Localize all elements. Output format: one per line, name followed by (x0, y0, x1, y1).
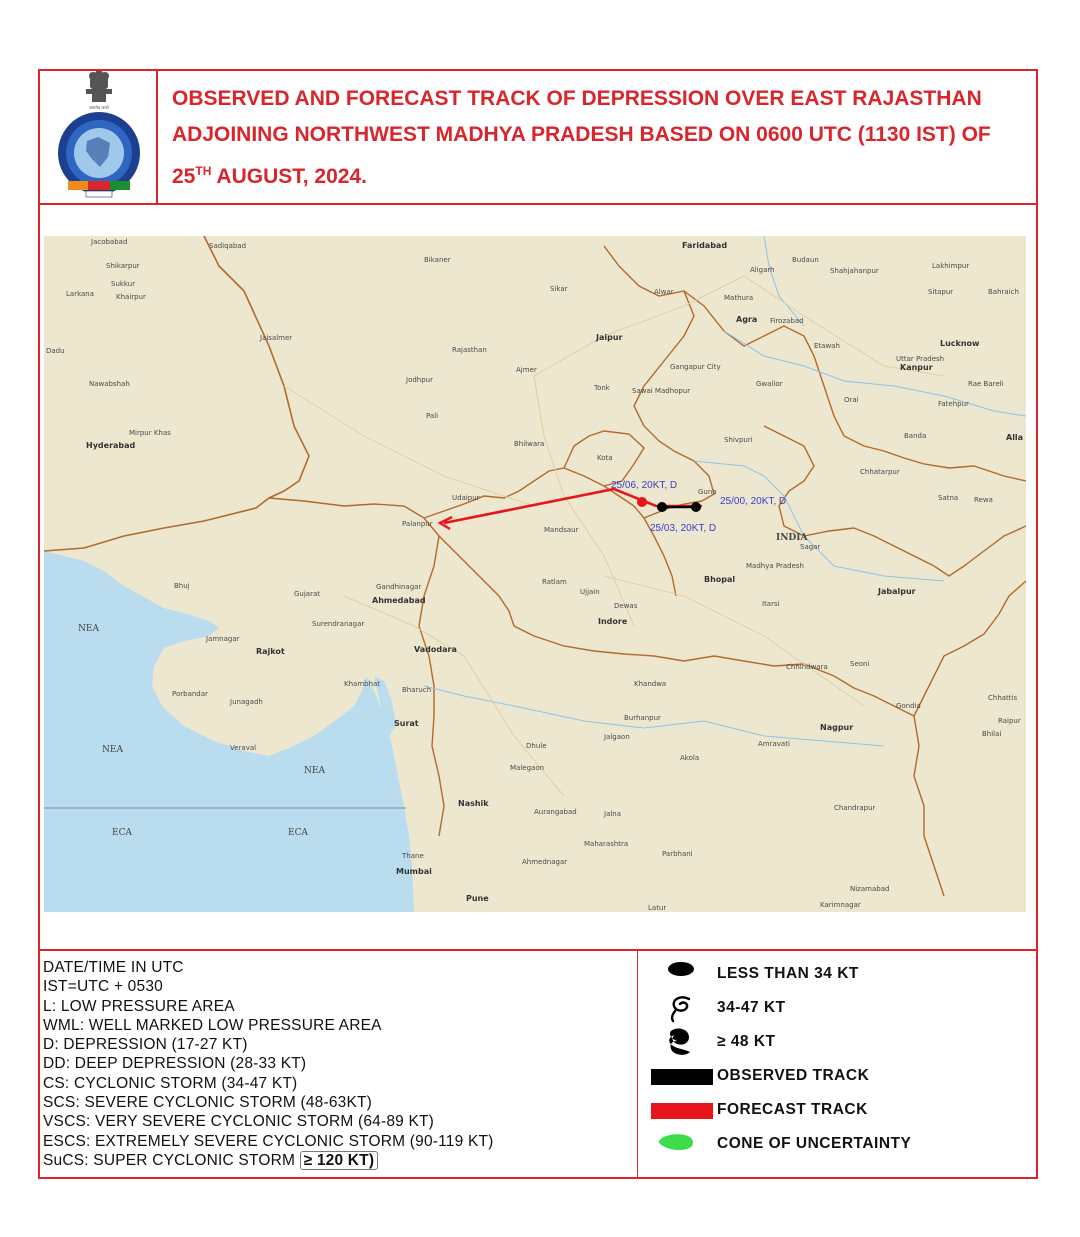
black-dot-icon (645, 959, 715, 989)
bulletin-frame (38, 69, 1038, 1179)
city-sikar: Sikar (550, 285, 568, 293)
imd-emblem-icon (40, 71, 158, 203)
city-malegaon: Malegaon (510, 764, 545, 772)
city-pune: Pune (466, 894, 489, 903)
region-maharashtra: Maharashtra (584, 840, 629, 848)
city-lakhimpur: Lakhimpur (932, 262, 970, 270)
legend-row: SCS: SEVERE CYCLONIC STORM (48-63KT) (43, 1094, 373, 1112)
zone-nea-3: NEA (304, 766, 325, 776)
legend-item-ge48 (645, 1027, 1035, 1057)
city-faridabad: Faridabad (682, 241, 728, 250)
city-mumbai: Mumbai (396, 867, 432, 876)
city-kota: Kota (597, 454, 613, 462)
city-jacobabad: Jacobabad (91, 238, 128, 246)
city-bhuj: Bhuj (174, 582, 190, 590)
city-sagar: Sagar (800, 543, 821, 551)
city-khambhat: Khambhat (344, 680, 381, 688)
legend-item-34-47 (645, 993, 1035, 1023)
city-nawabshah: Nawabshah (89, 380, 130, 388)
observed-point-0000 (691, 502, 701, 512)
city-bhilwara: Bhilwara (514, 440, 545, 448)
city-khairpur: Khairpur (116, 293, 146, 301)
city-jaipur: Jaipur (596, 333, 623, 342)
city-dadu: Dadu (46, 347, 65, 355)
city-bharuch: Bharuch (402, 686, 432, 694)
city-chandrapur: Chandrapur (834, 804, 876, 812)
region-rajasthan: Rajasthan (452, 346, 487, 354)
legend-row: DATE/TIME IN UTC (43, 959, 184, 976)
track-label-start: 25/00, 20KT, D (720, 496, 787, 507)
city-pali: Pali (426, 412, 439, 420)
city-chhindwara: Chhindwara (786, 663, 828, 671)
cyclone-open-icon (645, 993, 715, 1023)
city-guna: Guna (698, 488, 717, 496)
city-nashik: Nashik (458, 799, 489, 808)
city-gandhinagar: Gandhinagar (376, 583, 422, 591)
city-porbandar: Porbandar (172, 690, 208, 698)
legend-label: FORECAST TRACK (717, 1101, 868, 1118)
city-budaun: Budaun (792, 256, 819, 264)
title-day-suffix: TH (195, 164, 212, 178)
city-khandwa: Khandwa (634, 680, 667, 688)
city-surendranagar: Surendranagar (312, 620, 365, 628)
city-firozabad: Firozabad (770, 317, 804, 325)
city-sadiqabad: Sadiqabad (209, 242, 247, 250)
city-gwalior: Gwalior (756, 380, 783, 388)
city-allahabad: Alla (1006, 433, 1024, 442)
city-ahmednagar: Ahmednagar (522, 858, 568, 866)
city-larkana: Larkana (66, 290, 95, 298)
region-gujarat: Gujarat (294, 590, 321, 598)
legend-sucs-text: SuCS: SUPER CYCLONIC STORM (43, 1151, 300, 1169)
city-chhatarpur: Chhatarpur (860, 468, 900, 476)
legend-row: D: DEPRESSION (17-27 KT) (43, 1036, 248, 1054)
legend-row-sucs (43, 1151, 633, 1170)
city-banda: Banda (904, 432, 927, 440)
forecast-point-0600 (637, 497, 647, 507)
city-karimnagar: Karimnagar (820, 901, 861, 909)
city-aligarh: Aligarh (750, 266, 775, 274)
city-burhanpur: Burhanpur (624, 714, 661, 722)
legend-row: DD: DEEP DEPRESSION (28-33 KT) (43, 1055, 307, 1073)
city-shahjahanpur: Shahjahanpur (830, 267, 879, 275)
zone-eca-2: ECA (288, 828, 308, 838)
city-ahmedabad: Ahmedabad (372, 596, 426, 605)
legend-item-forecast-track (645, 1095, 1035, 1125)
city-gondia: Gondia (896, 702, 921, 710)
city-rajkot: Rajkot (256, 647, 285, 656)
legend-symbols (645, 951, 1035, 1179)
city-udaipur: Udaipur (452, 494, 480, 502)
city-dewas: Dewas (614, 602, 638, 610)
title-day: 25 (172, 165, 196, 188)
city-gangapur-city: Gangapur City (670, 363, 721, 371)
legend-abbreviations (43, 958, 633, 1170)
city-mirpur-khas: Mirpur Khas (129, 429, 171, 437)
city-palanpur: Palanpur (402, 520, 433, 528)
city-sitapur: Sitapur (928, 288, 954, 296)
header (40, 71, 1036, 205)
legend-sucs-threshold: ≥ 120 KT) (300, 1151, 379, 1170)
zone-nea-1: NEA (78, 624, 99, 634)
city-hyderabad: Hyderabad (86, 441, 136, 450)
legend-item-cone (645, 1129, 1035, 1159)
legend-row: L: LOW PRESSURE AREA (43, 997, 235, 1015)
city-mandsaur: Mandsaur (544, 526, 579, 534)
region-chhattisgarh: Chhattis (988, 694, 1018, 702)
city-akola: Akola (680, 754, 700, 762)
city-lucknow: Lucknow (940, 339, 980, 348)
cone-icon (645, 1129, 715, 1159)
city-parbhani: Parbhani (662, 850, 693, 858)
city-bhilai: Bhilai (982, 730, 1002, 738)
city-satna: Satna (938, 494, 959, 502)
city-veraval: Veraval (230, 744, 257, 752)
city-ujjain: Ujjain (580, 588, 600, 596)
city-nizamabad: Nizamabad (850, 885, 890, 893)
legend-row: WML: WELL MARKED LOW PRESSURE AREA (43, 1016, 382, 1034)
city-rae-bareli: Rae Bareli (968, 380, 1004, 388)
legend-item-observed-track (645, 1061, 1035, 1091)
city-mathura: Mathura (724, 294, 754, 302)
city-jodhpur: Jodhpur (406, 376, 433, 384)
track-map (44, 236, 1026, 912)
city-thane: Thane (402, 852, 424, 860)
city-sukkur: Sukkur (111, 280, 136, 288)
city-sawai-madhopur: Sawai Madhopur (632, 387, 691, 395)
cyclone-filled-icon (645, 1027, 715, 1057)
city-jabalpur: Jabalpur (878, 587, 916, 596)
city-itarsi: Itarsi (762, 600, 780, 608)
city-bahraich: Bahraich (988, 288, 1019, 296)
legend-row: VSCS: VERY SEVERE CYCLONIC STORM (64-89 KT) (43, 1113, 435, 1131)
city-shivpuri: Shivpuri (724, 436, 753, 444)
city-jamnagar: Jamnagar (206, 635, 240, 643)
city-amravati: Amravati (758, 740, 790, 748)
legend-item-lt34 (645, 959, 1035, 989)
legend-label: ≥ 48 KT (717, 1033, 776, 1050)
imd-logo-cell (40, 71, 158, 203)
city-ratlam: Ratlam (542, 578, 567, 586)
city-nagpur: Nagpur (820, 723, 854, 732)
title-line-2: ADJOINING NORTHWEST MADHYA PRADESH BASED ON 0600 UTC (1130 IST) OF (172, 123, 991, 146)
observed-point-0300 (657, 502, 667, 512)
city-junagadh: Junagadh (230, 698, 263, 706)
city-tonk: Tonk (594, 384, 610, 392)
track-label-obs: 25/03, 20KT, D (650, 523, 717, 534)
legend-label: LESS THAN 34 KT (717, 965, 859, 982)
zone-eca-1: ECA (112, 828, 132, 838)
city-indore: Indore (598, 617, 628, 626)
zone-nea-2: NEA (102, 745, 123, 755)
legend-label: 34-47 KT (717, 999, 786, 1016)
city-orai: Orai (844, 396, 859, 404)
city-alwar: Alwar (654, 288, 674, 296)
title-line-3 (172, 153, 1027, 195)
map-canvas (44, 236, 1026, 912)
title-line-1: OBSERVED AND FORECAST TRACK OF DEPRESSION OVER EAST RAJASTHAN (172, 87, 982, 110)
city-bikaner: Bikaner (424, 256, 451, 264)
city-jalgaon: Jalgaon (604, 733, 630, 741)
track-label-forecast: 25/06, 20KT, D (611, 480, 678, 491)
region-uttar-pradesh: Uttar Pradesh (896, 355, 945, 363)
bulletin-title (172, 81, 1027, 195)
title-month-year: AUGUST, 2024. (211, 165, 367, 188)
legend-separator (637, 951, 638, 1179)
legend-label: OBSERVED TRACK (717, 1067, 870, 1084)
city-fatehpur: Fatehpur (938, 400, 969, 408)
legend-row: CS: CYCLONIC STORM (34-47 KT) (43, 1074, 298, 1092)
legend-row: ESCS: EXTREMELY SEVERE CYCLONIC STORM (90-119 KT) (43, 1132, 494, 1150)
city-dhule: Dhule (526, 742, 547, 750)
city-kanpur: Kanpur (900, 363, 933, 372)
city-etawah: Etawah (814, 342, 840, 350)
city-jaisalmer: Jaisalmer (260, 334, 293, 342)
country-india: INDIA (776, 533, 808, 543)
city-vadodara: Vadodara (414, 645, 457, 654)
legend-label: CONE OF UNCERTAINTY (717, 1135, 912, 1152)
forecast-track-bar (645, 1095, 715, 1125)
city-rewa: Rewa (974, 496, 993, 504)
city-agra: Agra (736, 315, 758, 324)
city-raipur: Raipur (998, 717, 1021, 725)
svg-text:सत्यमेव जयते: सत्यमेव जयते (89, 105, 109, 110)
legend-row: IST=UTC + 0530 (43, 978, 163, 996)
city-ajmer: Ajmer (516, 366, 537, 374)
city-seoni: Seoni (850, 660, 870, 668)
city-aurangabad: Aurangabad (534, 808, 577, 816)
city-latur: Latur (648, 904, 667, 912)
city-surat: Surat (394, 719, 419, 728)
city-shikarpur: Shikarpur (106, 262, 140, 270)
region-madhya-pradesh: Madhya Pradesh (746, 562, 804, 570)
observed-track-bar (645, 1061, 715, 1091)
city-jalna: Jalna (604, 810, 622, 818)
city-bhopal: Bhopal (704, 575, 736, 584)
